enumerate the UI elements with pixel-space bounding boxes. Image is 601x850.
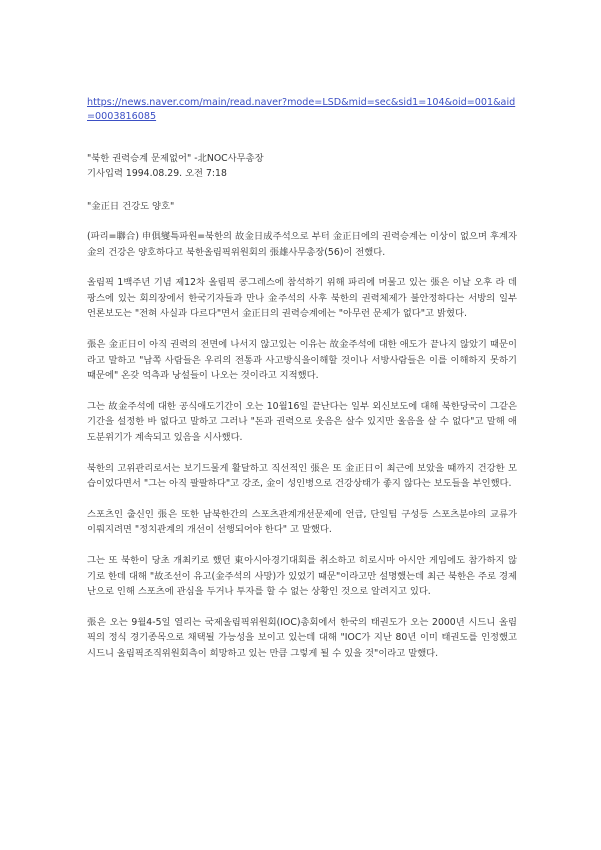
article-paragraph-7: 그는 또 북한이 당초 개최키로 했던 東아시아경기대회를 취소하고 히로시마 아시안 게임에도 참가하지 않기로 한데 대해 "故조선이 유고(金주석의 사망)가 있었기 때문"이라고만 설명했는데 최근 북한은 주로 경제난으로 인해 스포츠에 관심을 두거나 투자를 할 수 없는 상황인 것으로 알려지고 있다. bbox=[87, 554, 517, 598]
article-paragraph-4: 그는 故金주석에 대한 공식애도기간이 오는 10월16일 끝난다는 일부 외신보도에 대해 북한당국이 그같은 기간을 설정한 바 없다고 말하고 그러나 "돈과 권력으로 웃음은 살수 있지만 울음을 살 수 없다"고 말해 애도분위기가 계속되고 있음을 시사했다. bbox=[87, 400, 517, 443]
article-subheadline: "金正日 건강도 양호" bbox=[87, 201, 175, 212]
article-paragraph-2: 올림픽 1백주년 기념 제12차 올림픽 콩그레스에 참석하기 위해 파리에 머물고 있는 張은 이날 오후 라 데팡스에 있는 회의장에서 한국기자들과 만나 金주석의 사후 북한의 권력체제가 불안정하다는 서방의 일부 언론보도는 "전혀 사실과 다르다"면서 金正日의 권력승계에는 "아무런 문제가 없다"고 밝혔다. bbox=[87, 277, 517, 320]
article-page bbox=[87, 96, 517, 661]
article-published bbox=[87, 166, 517, 181]
published-date: 1994.08.29. bbox=[125, 168, 183, 179]
source-url-link[interactable]: https://news.naver.com/main/read.naver?mode=LSD&mid=sec&sid1=104&oid=001&aid=0003816085 bbox=[87, 97, 516, 122]
article-paragraph-1: (파리=聯合) 申俱燮특파원=북한의 故金日成주석으로 부터 金正日에의 권력승계는 이상이 없으며 후계자 金의 건강은 양호하다고 북한올림픽위원회의 張雄사무총장(56)이 전했다. bbox=[87, 231, 517, 258]
article-paragraph-3: 張은 金正日이 아직 권력의 전면에 나서지 않고있는 이유는 故金주석에 대한 애도가 끝나지 않았기 때문이라고 말하고 "남쪽 사람들은 우리의 전통과 사고방식을이해할 것이나 서방사람들은 이를 이해하지 못하기 때문에" 온갖 억측과 낭설들이 나오는 것이라고 지적했다. bbox=[87, 338, 517, 382]
published-label: 기사입력 bbox=[87, 168, 123, 179]
article-paragraph-8: 張은 오는 9월4-5일 열리는 국제올림픽위원회(IOC)총회에서 한국의 태권도가 오는 2000년 시드니 올림픽의 정식 경기종목으로 채택될 가능성을 보이고 있는데 대해 "IOC가 지난 80년 이미 태권도를 인정했고 시드니 올림픽조직위원회측이 희망하고 있는 만큼 그렇게 될 수 있을 것"이라고 말했다. bbox=[87, 616, 517, 659]
article-paragraph-6: 스포츠인 출신인 張은 또한 남북한간의 스포츠관계개선문제에 언급, 단일팀 구성등 스포츠분야의 교류가 이뤄지려면 "정치관계의 개선이 선행되어야 한다" 고 말했다. bbox=[87, 508, 517, 536]
published-time: 오전 7:18 bbox=[185, 168, 227, 179]
article-headline: "북한 권력승계 문제없어" -北NOC사무총장 bbox=[87, 153, 264, 164]
article-paragraph-5: 북한의 고위관리로서는 보기드물게 활달하고 직선적인 張은 또 金正日이 최근에 보았을 때까지 건강한 모습이었다면서 "그는 아직 팔팔하다"고 강조, 金이 성인병으로 건강상태가 좋지 않다는 보도들을 부인했다. bbox=[87, 462, 517, 490]
article-meta bbox=[87, 151, 517, 181]
